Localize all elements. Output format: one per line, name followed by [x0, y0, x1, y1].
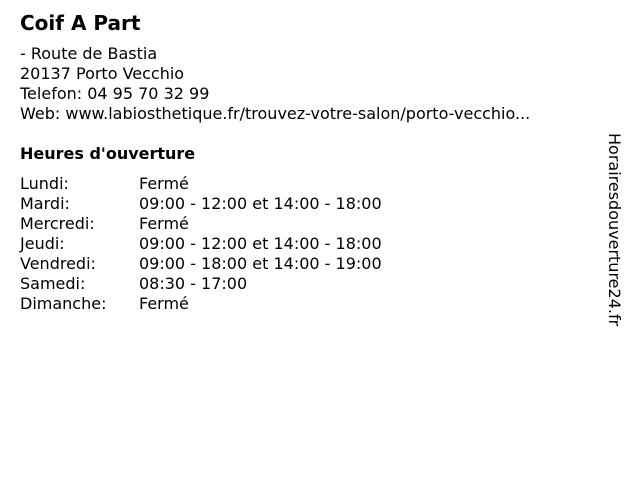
day-label: Mercredi:: [20, 214, 95, 233]
business-details: [20, 44, 530, 124]
day-label: Lundi:: [20, 174, 69, 193]
day-label: Mardi:: [20, 194, 70, 213]
website-link[interactable]: Web: www.labiosthetique.fr/trouvez-votre-salon/porto-vecchio...: [20, 104, 531, 123]
day-hours: Fermé: [139, 294, 189, 313]
day-label: Vendredi:: [20, 254, 96, 273]
day-label: Samedi:: [20, 274, 86, 293]
day-hours: 09:00 - 18:00 et 14:00 - 19:00: [139, 254, 382, 273]
opening-hours-heading: Heures d'ouverture: [20, 144, 196, 163]
phone-number: Telefon: 04 95 70 32 99: [20, 84, 210, 103]
watermark-text: Horairesdouverture24.fr: [605, 133, 624, 327]
address-city: 20137 Porto Vecchio: [20, 64, 185, 83]
day-hours: 09:00 - 12:00 et 14:00 - 18:00: [139, 234, 382, 253]
day-hours: Fermé: [139, 214, 189, 233]
address-street: - Route de Bastia: [20, 44, 158, 63]
day-label: Dimanche:: [20, 294, 107, 313]
day-label: Jeudi:: [20, 234, 65, 253]
day-hours: Fermé: [139, 174, 189, 193]
day-hours: 09:00 - 12:00 et 14:00 - 18:00: [139, 194, 382, 213]
business-name: Coif A Part: [20, 11, 141, 35]
day-hours: 08:30 - 17:00: [139, 274, 248, 293]
site-watermark: [596, 133, 636, 345]
